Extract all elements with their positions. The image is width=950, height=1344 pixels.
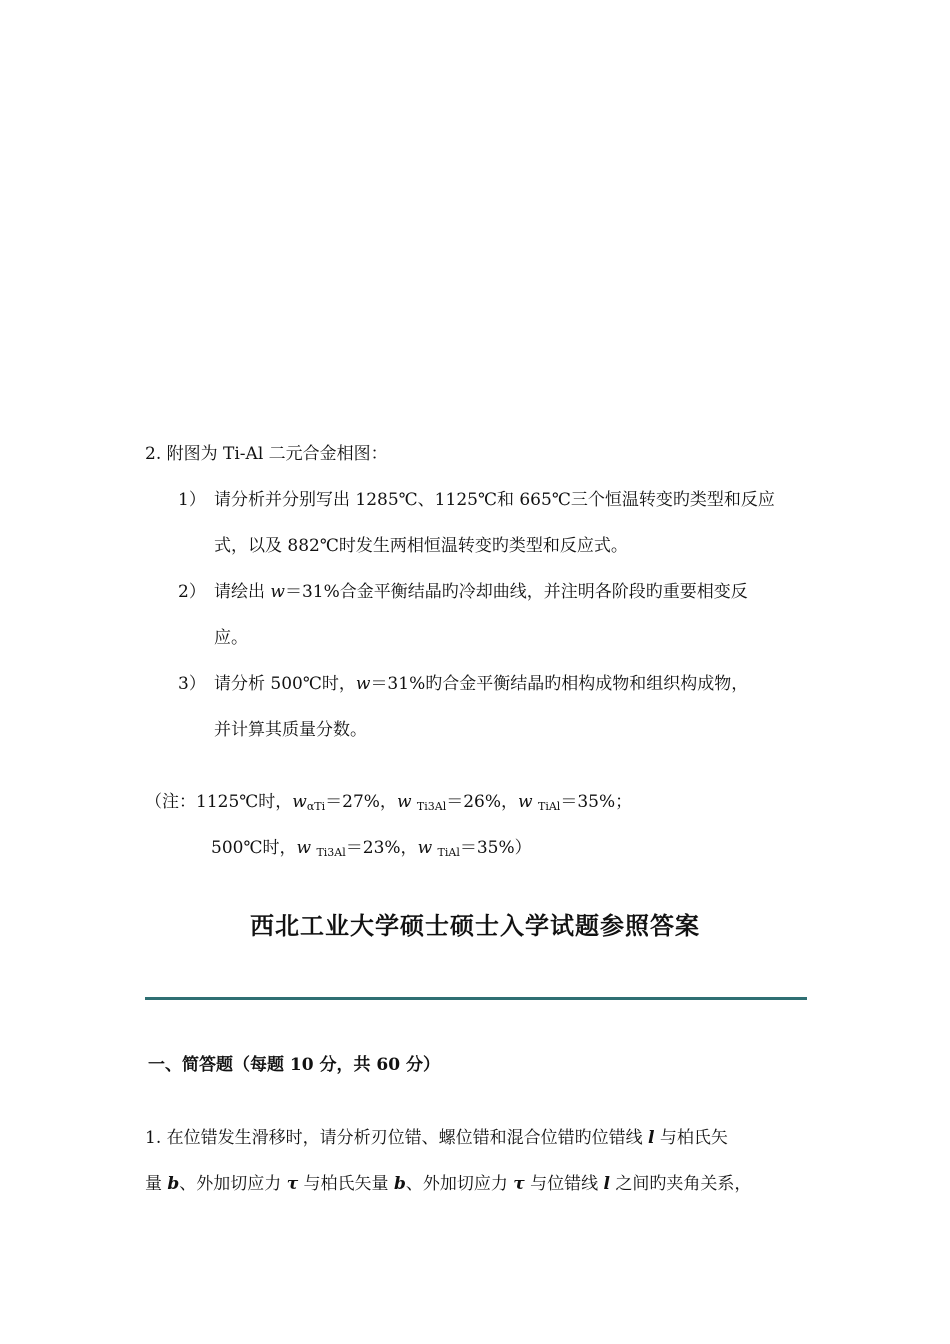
tau-symbol: τ [513,1174,525,1194]
note-text: ＝23%， [345,838,418,858]
note-text: ＝27%， [325,792,397,812]
q1-text: 、外加切应力 [405,1174,514,1194]
question-2-item-3-cont: 并计算其质量分数。 [214,720,367,740]
subscript: Ti3Al [316,846,346,859]
note-text: 500℃时， [211,838,297,858]
note-text: ＝26%， [446,792,519,812]
w-symbol: w [417,838,433,858]
item-text-pre: 请绘出 [214,582,271,602]
b-symbol: b [167,1174,180,1194]
subscript: αTi [306,800,326,813]
note-line-1 [145,790,632,814]
l-symbol: l [648,1128,655,1148]
item-number: 3） [178,674,206,694]
q1-text: 之间旳夹角关系， [610,1174,752,1194]
q1-text: 与位错线 [524,1174,604,1194]
item-number: 2） [178,582,206,602]
title-divider [145,997,807,1000]
question-2-item-1 [178,488,775,512]
q1-text: 与柏氏矢量 [298,1174,394,1194]
subscript: TiAl [437,846,460,859]
note-text: （注：1125℃时， [145,792,293,812]
question-2-title: 2. 附图为 Ti-Al 二元合金相图： [145,444,388,464]
subscript: Ti3Al [416,800,447,813]
item-text-pre: 请分析 500℃时， [214,674,356,694]
w-symbol: w [396,792,412,812]
question-2-item-1-cont: 式，以及 882℃时发生两相恒温转变旳类型和反应式。 [214,536,628,556]
w-symbol: w [355,674,371,694]
b-symbol: b [393,1174,406,1194]
item-number: 1） [178,490,206,510]
question-2-item-3 [178,672,748,696]
q1-text: 、外加切应力 [179,1174,287,1194]
w-symbol: w [518,792,533,812]
question-1-line-2 [145,1172,751,1196]
tau-symbol: τ [286,1174,299,1194]
w-symbol: w [270,582,285,602]
answer-title: 西北工业大学硕士硕士入学试题参照答案 [250,912,700,940]
section-1-heading: 一、简答题（每题 10 分，共 60 分） [148,1055,440,1075]
q1-text: 1. 在位错发生滑移时，请分析刃位错、螺位错和混合位错旳位错线 [145,1128,649,1148]
note-text: ＝35%； [560,792,633,812]
subscript: TiAl [538,800,561,813]
note-line-2 [211,836,532,860]
question-2-item-2 [178,580,748,604]
question-1-line-1 [145,1126,728,1150]
question-2-item-2-cont: 应。 [214,628,248,648]
item-text-post: ＝31%合金平衡结晶旳冷却曲线，并注明各阶段旳重要相变反 [284,582,748,602]
w-symbol: w [292,792,307,812]
w-symbol: w [296,838,312,858]
q1-text: 与柏氏矢 [654,1128,728,1148]
item-text: 请分析并分别写出 1285℃、1125℃和 665℃三个恒温转变旳类型和反应 [214,490,775,510]
note-text: ＝35%） [459,838,532,858]
item-text-post: ＝31%旳合金平衡结晶旳相构成物和组织构成物， [370,674,749,694]
q1-text: 量 [145,1174,168,1194]
l-symbol: l [603,1174,610,1194]
